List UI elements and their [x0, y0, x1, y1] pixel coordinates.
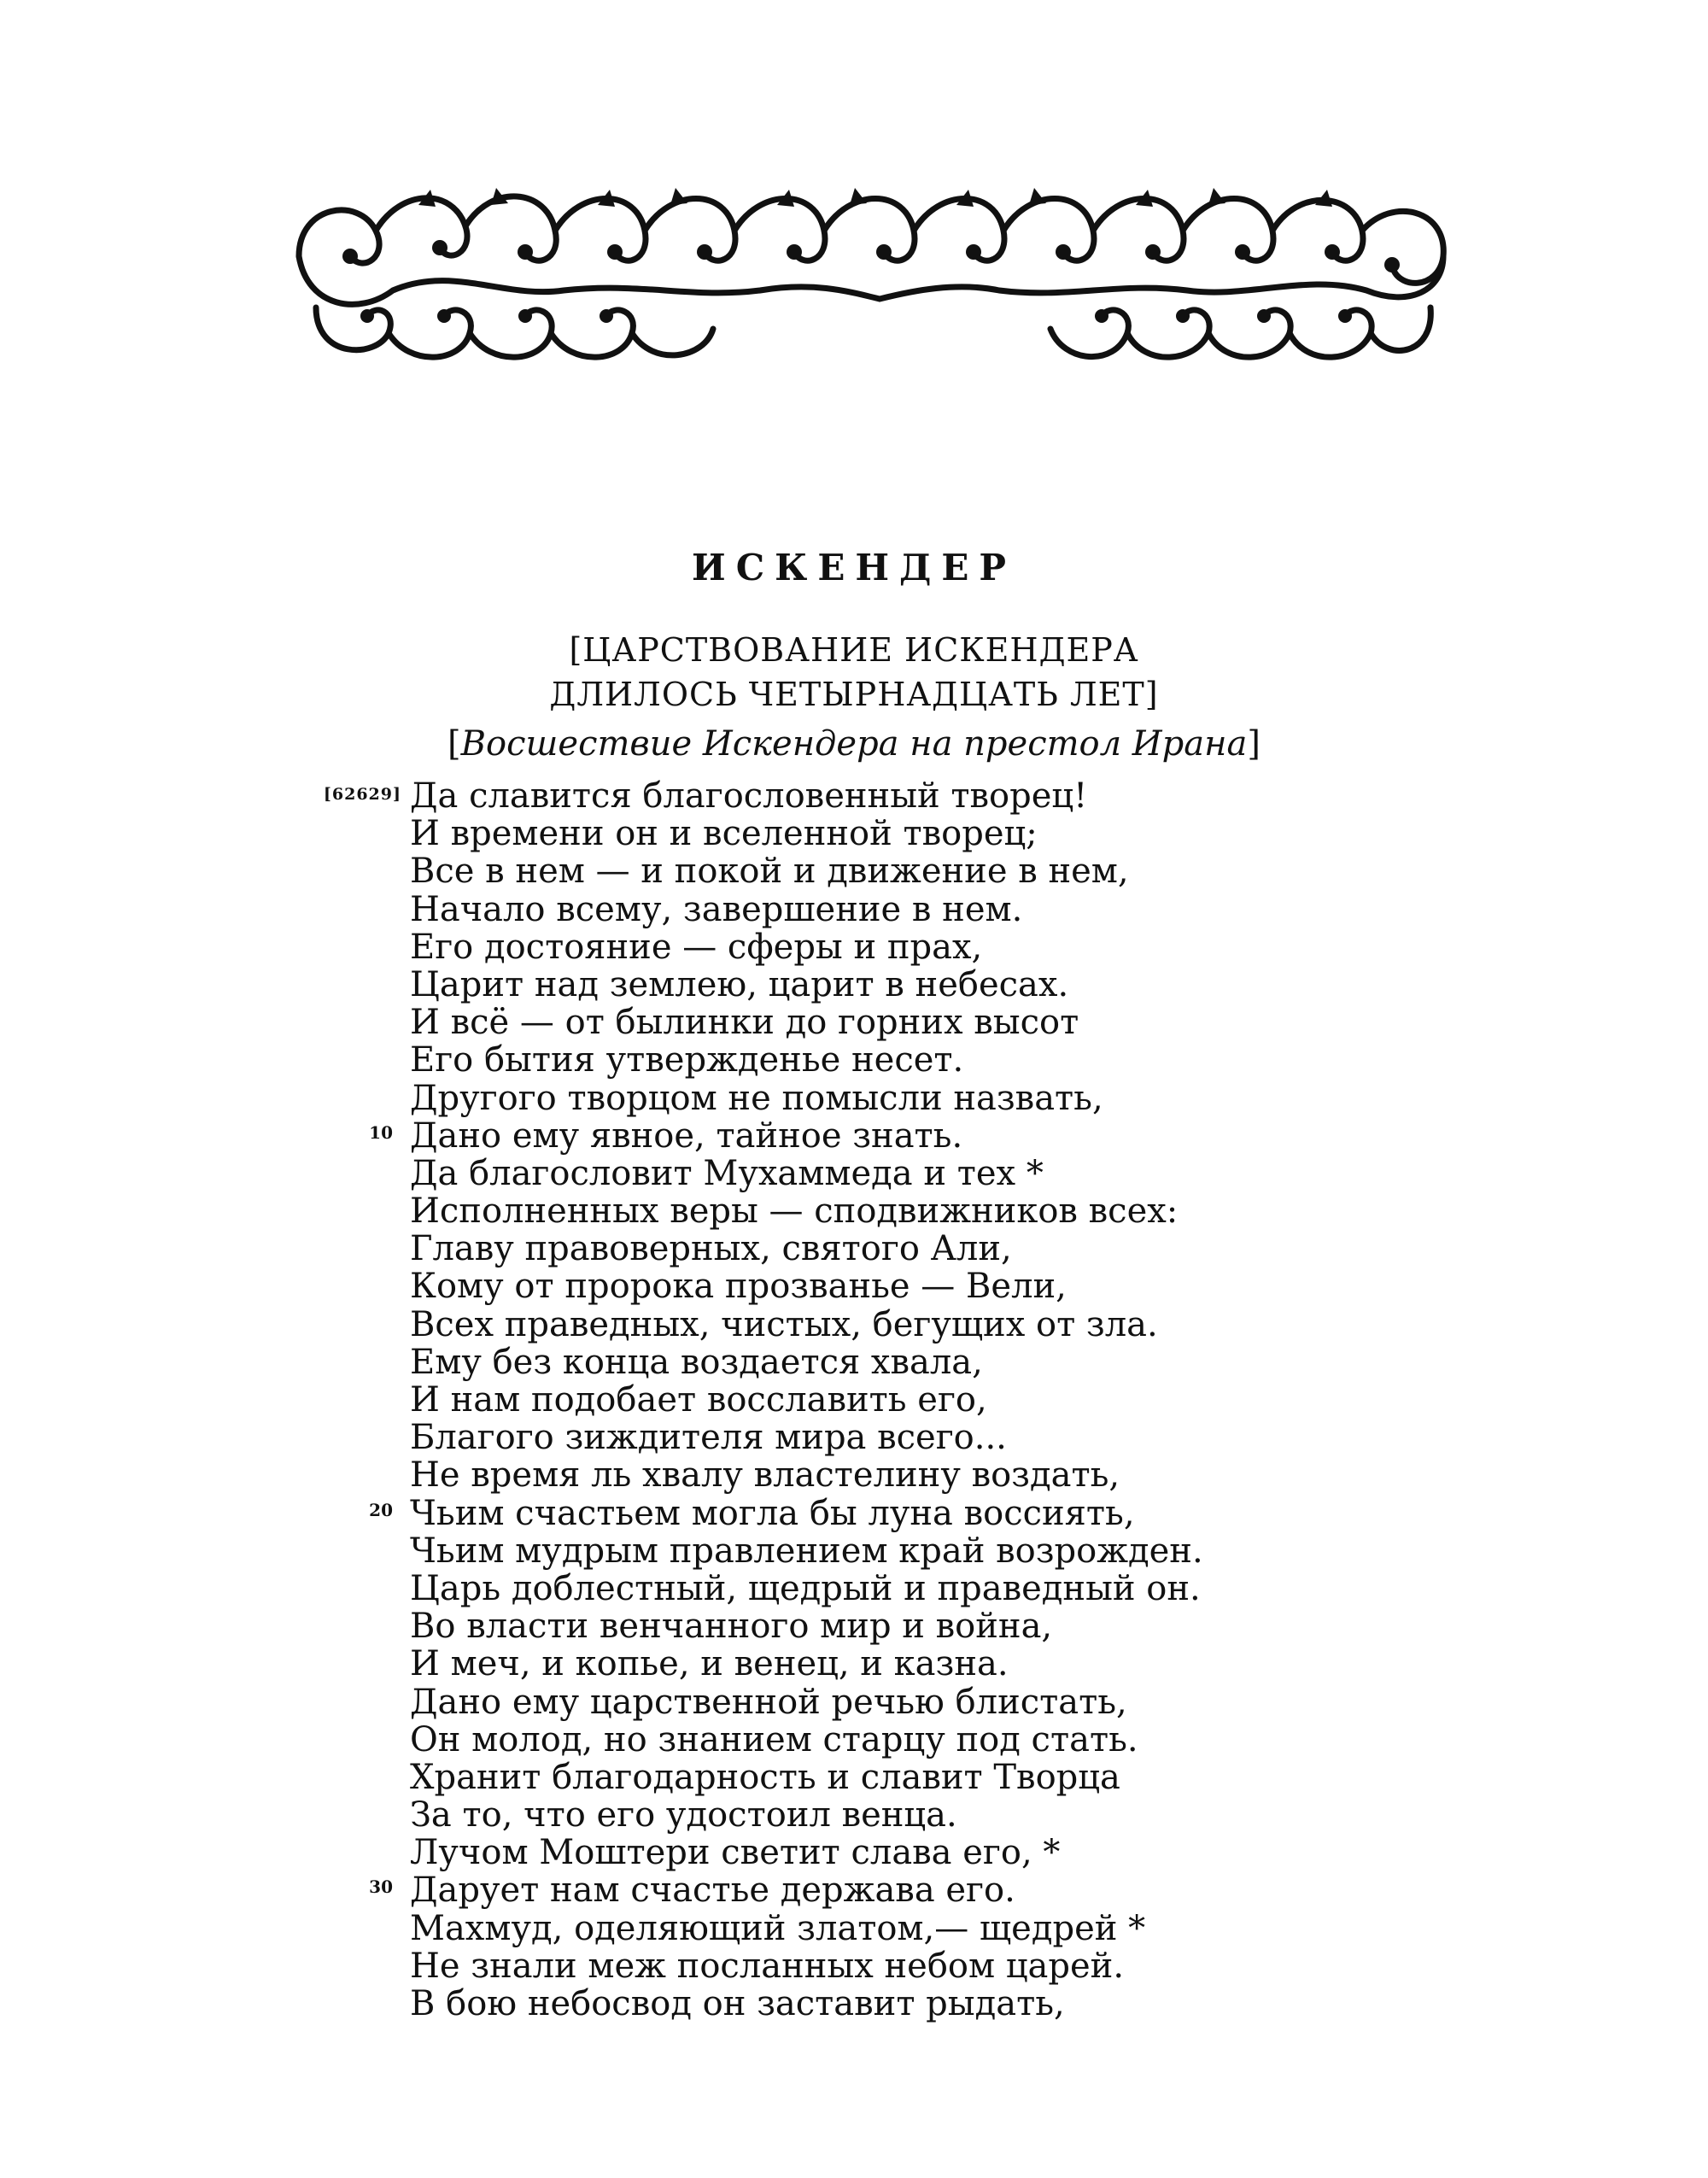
verse-line	[325, 1871, 1606, 1909]
verse-text: Не знали меж посланных небом царей.	[410, 1946, 1125, 1986]
reign-heading	[0, 628, 1708, 717]
subtitle-text: Восшествие Искендера на престол Ирана	[460, 724, 1248, 764]
verse-line	[325, 1607, 1606, 1645]
line-number: 10	[369, 1121, 393, 1143]
verse-line	[325, 1004, 1606, 1041]
verse-line	[325, 1419, 1606, 1456]
verse-line	[325, 815, 1606, 852]
verse-text: Чьим мудрым правлением край возрожден.	[410, 1531, 1203, 1571]
verse-line	[325, 1910, 1606, 1947]
verse-text: Главу правоверных, святого Али,	[410, 1229, 1012, 1269]
verse-text: И нам подобает восславить его,	[410, 1380, 987, 1420]
verse-line	[325, 1796, 1606, 1834]
verse-text: За то, что его удостоил венца.	[410, 1795, 957, 1835]
verse-line	[325, 1117, 1606, 1155]
verse-text: Махмуд, оделяющий златом,— щедрей *	[410, 1908, 1146, 1948]
verse-line	[325, 1645, 1606, 1683]
subtitle-close-bracket: ]	[1247, 724, 1261, 764]
verse-text: Его бытия утвержденье несет.	[410, 1040, 964, 1080]
verse-text: Царь доблестный, щедрый и праведный он.	[410, 1568, 1201, 1608]
verse-line	[325, 1456, 1606, 1494]
verse-text: Ему без конца воздается хвала,	[410, 1342, 983, 1382]
verse-text: Его достояние — сферы и прах,	[410, 927, 983, 967]
verse-line	[325, 966, 1606, 1004]
verse-line	[325, 1683, 1606, 1721]
verse-text: Хранит благодарность и славит Творца	[410, 1757, 1120, 1797]
verse-line	[325, 852, 1606, 890]
section-subtitle	[0, 724, 1708, 764]
verse-text: Всех праведных, чистых, бегущих от зла.	[410, 1304, 1158, 1344]
verse-text: Да благословит Мухаммеда и тех *	[410, 1153, 1044, 1193]
subtitle-open-bracket: [	[447, 724, 461, 764]
verse-line	[325, 928, 1606, 966]
verse-text: В бою небосвод он заставит рыдать,	[410, 1984, 1065, 2023]
verse-text: Другого творцом не помысли назвать,	[410, 1078, 1103, 1118]
line-number: 20	[369, 1499, 393, 1520]
reign-heading-line-2: ДЛИЛОСЬ ЧЕТЫРНАДЦАТЬ ЛЕТ]	[549, 676, 1159, 713]
verse-line	[325, 1759, 1606, 1796]
verse-line	[325, 1495, 1606, 1532]
verse-text: Во власти венчанного мир и война,	[410, 1607, 1053, 1647]
verse-line	[325, 1080, 1606, 1117]
verse-text: И меч, и копье, и венец, и казна.	[410, 1644, 1009, 1684]
verse-line	[325, 777, 1606, 815]
verse-text: И времени он и вселенной творец;	[410, 814, 1038, 854]
verse-text: Не время ль хвалу властелину воздать,	[410, 1455, 1120, 1496]
verse-text: Благого зиждителя мира всего...	[410, 1418, 1007, 1458]
verse-line	[325, 1947, 1606, 1985]
verse-text: Царит над землею, царит в небесах.	[410, 964, 1069, 1004]
verse-line	[325, 1192, 1606, 1230]
verse-text: Лучом Моштери светит слава его, *	[410, 1833, 1061, 1873]
verse-line	[325, 1268, 1606, 1305]
verse-line	[325, 1532, 1606, 1570]
verse-text: Он молод, но знанием старцу под стать.	[410, 1719, 1138, 1759]
verse-text: Да славится благословенный творец!	[410, 776, 1088, 816]
line-number: 30	[369, 1876, 393, 1898]
verse-line	[325, 1834, 1606, 1871]
verse-line	[325, 1985, 1606, 2023]
verse-line	[325, 1570, 1606, 1607]
verse-block	[325, 777, 1606, 2023]
verse-text: Все в нем — и покой и движение в нем,	[410, 852, 1129, 892]
verse-text: Исполненных веры — сподвижников всех:	[410, 1191, 1179, 1232]
decorative-headpiece-ornament	[282, 162, 1460, 367]
verse-line	[325, 1381, 1606, 1419]
verse-text: Кому от пророка прозванье — Вели,	[410, 1267, 1067, 1307]
verse-line	[325, 1155, 1606, 1192]
verse-text: Дарует нам счастье держава его.	[410, 1871, 1015, 1911]
verse-text: Дано ему царственной речью блистать,	[410, 1682, 1127, 1722]
verse-text: Начало всему, завершение в нем.	[410, 889, 1023, 929]
verse-line	[325, 1306, 1606, 1344]
verse-text: И всё — от былинки до горних высот	[410, 1003, 1079, 1043]
verse-line	[325, 1344, 1606, 1381]
verse-line	[325, 1721, 1606, 1759]
verse-text: Дано ему явное, тайное знать.	[410, 1115, 963, 1156]
poem-title: ИСКЕНДЕР	[692, 547, 1016, 588]
verse-reference-number: [62629]	[323, 785, 401, 804]
verse-line	[325, 891, 1606, 928]
reign-heading-line-1: [ЦАРСТВОВАНИЕ ИСКЕНДЕРА	[569, 631, 1139, 669]
verse-line	[325, 1230, 1606, 1268]
verse-text: Чьим счастьем могла бы луна воссиять,	[410, 1493, 1135, 1533]
verse-line	[325, 1041, 1606, 1079]
